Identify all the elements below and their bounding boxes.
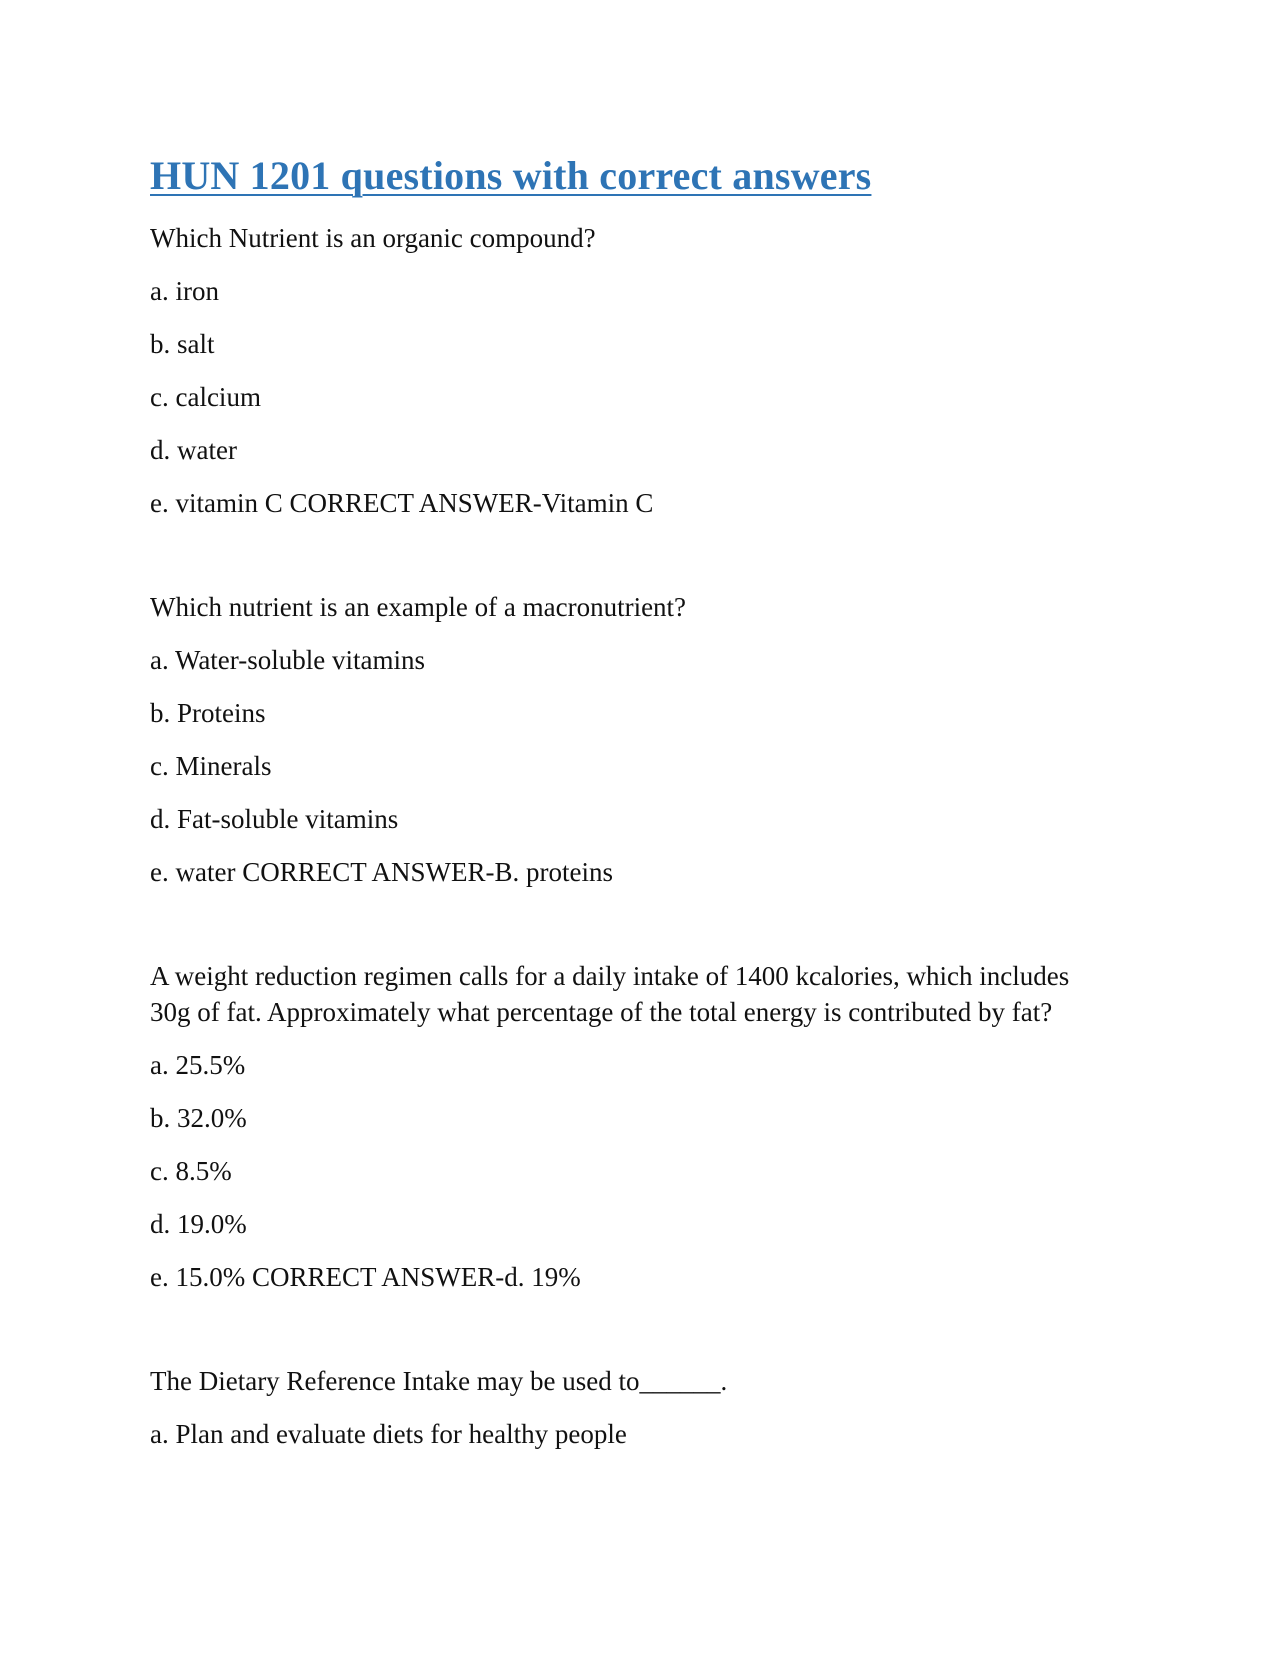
answer-option-with-correct-answer: e. water CORRECT ANSWER-B. proteins — [150, 857, 613, 887]
answer-option: c. calcium — [150, 382, 261, 412]
answer-option: c. 8.5% — [150, 1156, 232, 1186]
answer-option-with-correct-answer: e. 15.0% CORRECT ANSWER-d. 19% — [150, 1262, 581, 1292]
answer-option: a. Plan and evaluate diets for healthy people — [150, 1419, 627, 1449]
question-text: Which Nutrient is an organic compound? — [150, 223, 596, 253]
answer-option: d. water — [150, 435, 237, 465]
answer-option: a. iron — [150, 276, 219, 306]
answer-option: a. Water-soluble vitamins — [150, 645, 425, 675]
question-4 — [150, 1363, 1110, 1452]
question-2 — [150, 589, 1110, 890]
question-separator — [150, 907, 1110, 958]
answer-option: b. salt — [150, 329, 215, 359]
question-3 — [150, 958, 1110, 1295]
answer-option: c. Minerals — [150, 751, 272, 781]
answer-option: b. 32.0% — [150, 1103, 247, 1133]
question-text: A weight reduction regimen calls for a daily intake of 1400 kcalories, which includes 30g of fat. Approximately what percentage of the total energy is contributed by fat? — [150, 961, 1070, 1027]
answer-option: b. Proteins — [150, 698, 266, 728]
document-title: HUN 1201 questions with correct answers — [150, 153, 872, 198]
document-page — [150, 150, 1110, 1469]
question-separator — [150, 1312, 1110, 1363]
question-separator — [150, 538, 1110, 589]
answer-option: d. 19.0% — [150, 1209, 247, 1239]
question-text: Which nutrient is an example of a macronutrient? — [150, 592, 687, 622]
answer-option: d. Fat-soluble vitamins — [150, 804, 399, 834]
question-1 — [150, 220, 1110, 521]
question-text: The Dietary Reference Intake may be used to______. — [150, 1366, 728, 1396]
answer-option-with-correct-answer: e. vitamin C CORRECT ANSWER-Vitamin C — [150, 488, 654, 518]
answer-option: a. 25.5% — [150, 1050, 246, 1080]
